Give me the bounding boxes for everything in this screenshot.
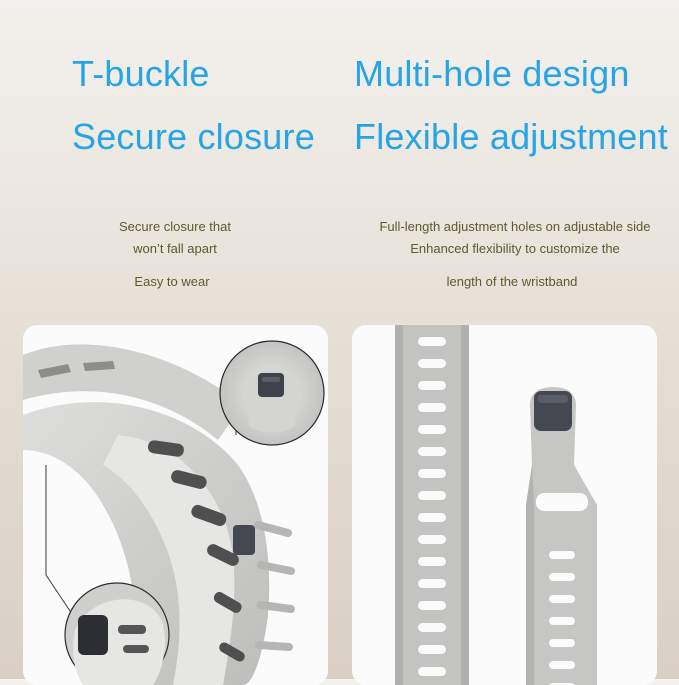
- right-caption-2: Enhanced flexibility to customize the: [410, 241, 620, 256]
- left-headline-1: T-buckle: [72, 53, 210, 94]
- strap-hole: [418, 667, 446, 676]
- strap-hole: [418, 491, 446, 500]
- right-caption-1: Full-length adjustment holes on adjustable side: [379, 219, 651, 234]
- left-caption-1: Secure closure that: [118, 219, 231, 234]
- right-headline-1: Multi-hole design: [354, 53, 630, 94]
- short-strap-loop: [536, 493, 588, 511]
- strap-hole: [418, 579, 446, 588]
- strap-hole: [418, 337, 446, 346]
- strap-hole: [418, 513, 446, 522]
- strap-hole: [549, 661, 575, 669]
- left-caption-3: Easy to wear: [134, 274, 210, 289]
- right-caption-3: length of the wristband: [446, 274, 578, 289]
- strap-hole: [549, 573, 575, 581]
- t-buckle-photo-panel: [23, 325, 328, 685]
- strap-hole: [418, 469, 446, 478]
- strap-hole: [418, 623, 446, 632]
- multi-hole-photo-panel: [352, 325, 657, 685]
- strap-hole: [418, 381, 446, 390]
- strap-hole: [418, 535, 446, 544]
- t-buckle-illustration: [23, 325, 328, 685]
- strap-hole: [418, 601, 446, 610]
- t-buckle-pin: [233, 525, 255, 555]
- right-headline-2: Flexible adjustment: [354, 116, 668, 157]
- left-caption-2: won’t fall apart: [133, 241, 217, 256]
- strap-hole: [418, 403, 446, 412]
- strap-hole: [418, 447, 446, 456]
- strap-hole: [549, 617, 575, 625]
- strap-hole: [549, 551, 575, 559]
- buckle-detail-pin: [258, 373, 284, 397]
- strap-hole: [549, 639, 575, 647]
- strap-hole: [549, 595, 575, 603]
- strap-hole: [418, 557, 446, 566]
- strap-hole: [418, 359, 446, 368]
- multi-hole-illustration: [352, 325, 657, 685]
- left-headline-2: Secure closure: [72, 116, 315, 157]
- strap-hole: [418, 425, 446, 434]
- strap-hole: [418, 645, 446, 654]
